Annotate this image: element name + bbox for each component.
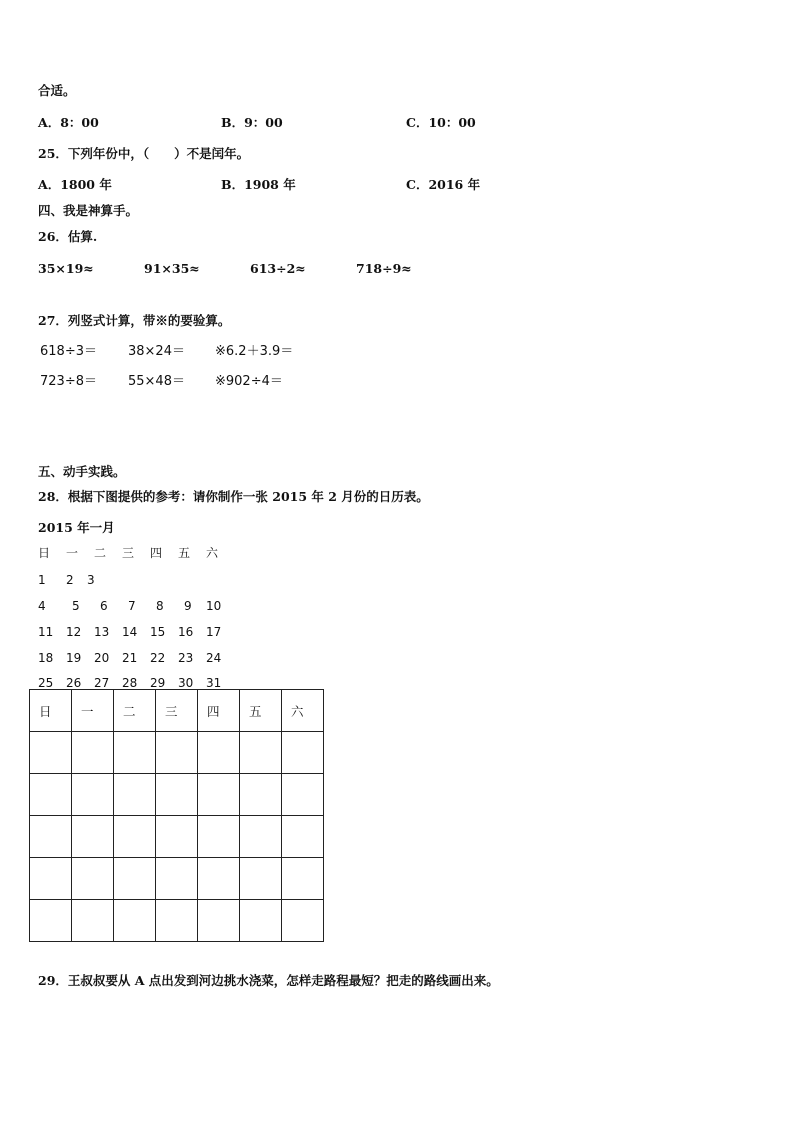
q27-calc-1: 618÷3＝ (40, 344, 97, 359)
grid-header-label: 四 (207, 703, 220, 719)
grid-cell[interactable] (72, 732, 114, 774)
ref-day: 5 (72, 599, 80, 613)
ref-day: 18 (38, 651, 54, 665)
ref-weekday-sun: 日 (38, 546, 51, 560)
q25-stem: 25．下列年份中，（ ）不是闰年。 (38, 146, 250, 161)
grid-header-sun (30, 690, 72, 732)
ref-day: 25 (38, 676, 54, 690)
grid-cell[interactable] (240, 774, 282, 816)
ref-day: 12 (66, 625, 82, 639)
grid-cell[interactable] (114, 858, 156, 900)
grid-header-sat (282, 690, 324, 732)
ref-day: 22 (150, 651, 166, 665)
grid-cell[interactable] (30, 900, 72, 942)
grid-cell[interactable] (282, 774, 324, 816)
grid-cell[interactable] (156, 900, 198, 942)
grid-cell[interactable] (30, 774, 72, 816)
grid-header-wed (156, 690, 198, 732)
grid-header-label: 日 (39, 703, 52, 719)
ref-day: 8 (156, 599, 164, 613)
ref-day: 23 (178, 651, 194, 665)
q25-option-c: C．2016 年 (406, 177, 481, 192)
ref-day: 11 (38, 625, 54, 639)
ref-day: 21 (122, 651, 138, 665)
ref-day: 6 (100, 599, 108, 613)
grid-header-tue (114, 690, 156, 732)
ref-day: 14 (122, 625, 138, 639)
ref-weekday-wed: 三 (122, 546, 135, 560)
grid-week-row (30, 816, 324, 858)
ref-day: 2 (66, 573, 74, 587)
grid-cell[interactable] (72, 774, 114, 816)
grid-cell[interactable] (156, 732, 198, 774)
grid-cell[interactable] (114, 900, 156, 942)
ref-weekday-sat: 六 (206, 546, 219, 560)
q27-calc-4: 723÷8＝ (40, 374, 97, 389)
ref-day: 30 (178, 676, 194, 690)
q26-stem: 26．估算. (38, 229, 98, 244)
grid-cell[interactable] (30, 816, 72, 858)
q27-calc-6: ※902÷4＝ (215, 374, 283, 389)
grid-cell[interactable] (240, 858, 282, 900)
grid-header-mon (72, 690, 114, 732)
q27-stem: 27．列竖式计算，带※的要验算。 (38, 313, 231, 328)
ref-weekday-fri: 五 (178, 546, 191, 560)
q26-item-2: 91×35≈ (144, 261, 200, 276)
ref-day: 9 (184, 599, 192, 613)
grid-cell[interactable] (30, 858, 72, 900)
grid-header-label: 一 (81, 703, 94, 719)
grid-header-label: 六 (291, 703, 304, 719)
ref-weekday-tue: 二 (94, 546, 107, 560)
grid-cell[interactable] (156, 816, 198, 858)
q28-stem: 28．根据下图提供的参考：请你制作一张 2015 年 2 月份的日历表。 (38, 489, 429, 504)
section5-title: 五、动手实践。 (38, 464, 126, 479)
grid-week-row (30, 900, 324, 942)
q25-option-a: A．1800 年 (38, 177, 112, 192)
q26-item-3: 613÷2≈ (250, 261, 306, 276)
ref-day: 28 (122, 676, 138, 690)
grid-cell[interactable] (240, 732, 282, 774)
grid-cell[interactable] (198, 774, 240, 816)
ref-weekday-thu: 四 (150, 546, 163, 560)
ref-day: 16 (178, 625, 194, 639)
ref-day: 24 (206, 651, 222, 665)
grid-cell[interactable] (240, 816, 282, 858)
ref-day: 15 (150, 625, 166, 639)
grid-header-label: 五 (249, 703, 262, 719)
grid-cell[interactable] (198, 732, 240, 774)
q24-option-c: C．10：00 (406, 115, 476, 130)
grid-week-row (30, 732, 324, 774)
q27-calc-5: 55×48＝ (128, 374, 185, 389)
grid-cell[interactable] (198, 900, 240, 942)
blank-calendar-grid (29, 689, 324, 942)
q25-option-b: B．1908 年 (221, 177, 296, 192)
ref-day: 1 (38, 573, 46, 587)
ref-day: 13 (94, 625, 110, 639)
intro-line: 合适。 (38, 83, 76, 98)
q24-option-b: B．9：00 (221, 115, 283, 130)
grid-header-thu (198, 690, 240, 732)
ref-day: 3 (87, 573, 95, 587)
q27-calc-2: 38×24＝ (128, 344, 185, 359)
grid-cell[interactable] (282, 900, 324, 942)
ref-day: 31 (206, 676, 222, 690)
ref-weekday-mon: 一 (66, 546, 79, 560)
grid-header-row (30, 690, 324, 732)
q26-item-1: 35×19≈ (38, 261, 94, 276)
grid-cell[interactable] (282, 858, 324, 900)
grid-cell[interactable] (72, 858, 114, 900)
grid-cell[interactable] (198, 816, 240, 858)
grid-cell[interactable] (114, 816, 156, 858)
grid-cell[interactable] (198, 858, 240, 900)
reference-calendar-title: 2015 年一月 (38, 520, 115, 535)
q27-calc-3: ※6.2＋3.9＝ (215, 344, 294, 359)
grid-week-row (30, 858, 324, 900)
q29-stem: 29．王叔叔要从 A 点出发到河边挑水浇菜，怎样走路程最短？把走的路线画出来。 (38, 973, 499, 988)
ref-day: 26 (66, 676, 82, 690)
q26-item-4: 718÷9≈ (356, 261, 412, 276)
grid-cell[interactable] (114, 732, 156, 774)
grid-week-row (30, 774, 324, 816)
ref-day: 7 (128, 599, 136, 613)
grid-header-label: 二 (123, 703, 136, 719)
grid-cell[interactable] (240, 900, 282, 942)
section4-title: 四、我是神算手。 (38, 203, 139, 218)
grid-cell[interactable] (282, 816, 324, 858)
grid-header-fri (240, 690, 282, 732)
grid-cell[interactable] (156, 774, 198, 816)
grid-cell[interactable] (72, 816, 114, 858)
grid-cell[interactable] (282, 732, 324, 774)
grid-cell[interactable] (72, 900, 114, 942)
grid-cell[interactable] (156, 858, 198, 900)
q24-option-a: A．8：00 (38, 115, 99, 130)
ref-day: 27 (94, 676, 110, 690)
ref-day: 17 (206, 625, 222, 639)
grid-cell[interactable] (114, 774, 156, 816)
grid-cell[interactable] (30, 732, 72, 774)
ref-day: 29 (150, 676, 166, 690)
ref-day: 4 (38, 599, 46, 613)
ref-day: 19 (66, 651, 82, 665)
ref-day: 10 (206, 599, 222, 613)
ref-day: 20 (94, 651, 110, 665)
grid-header-label: 三 (165, 703, 178, 719)
